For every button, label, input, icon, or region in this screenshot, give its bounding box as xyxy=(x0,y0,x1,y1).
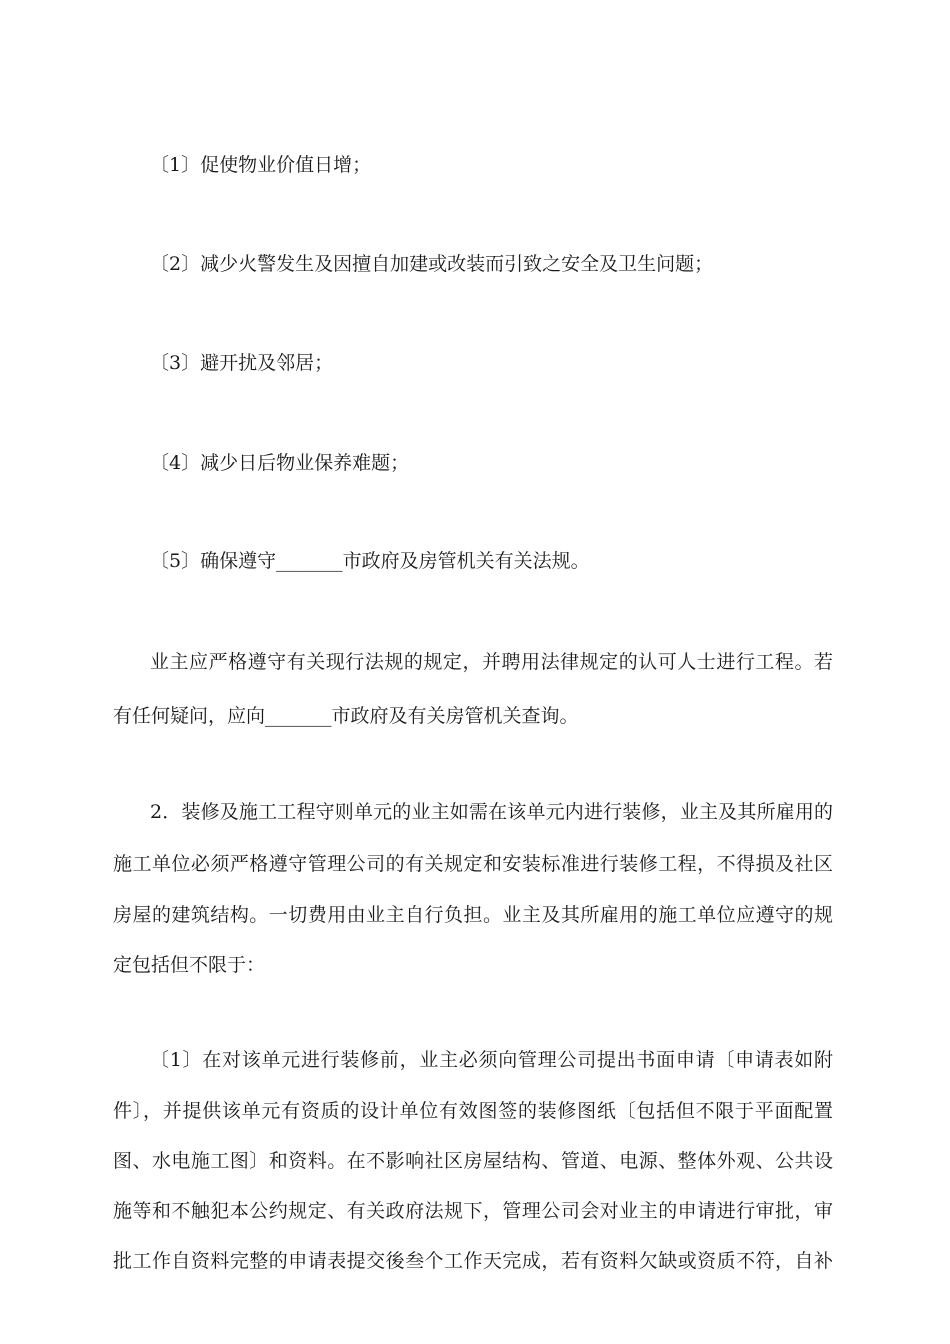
paragraph-1-line-2: 有任何疑问，应向_______市政府及有关房管机关查询。 xyxy=(113,705,579,727)
paragraph-3-line-5: 批工作自资料完整的申请表提交後叁个工作天完成，若有资料欠缺或资质不符，自补 xyxy=(113,1250,833,1272)
paragraph-3-line-3: 图、水电施工图〕和资料。在不影响社区房屋结构、管道、电源、整体外观、公共设 xyxy=(113,1150,833,1172)
list-item-1: 〔1〕促使物业价值日增； xyxy=(150,154,372,176)
paragraph-3-line-2: 件〕，并提供该单元有资质的设计单位有效图签的装修图纸〔包括但不限于平面配置 xyxy=(113,1100,833,1122)
paragraph-2-line-1: 2．装修及施工工程守则单元的业主如需在该单元内进行装修，业主及其所雇用的 xyxy=(150,801,833,823)
paragraph-2-line-2: 施工单位必须严格遵守管理公司的有关规定和安装标准进行装修工程，不得损及社区 xyxy=(113,853,833,875)
list-item-5: 〔5〕确保遵守_______市政府及房管机关有关法规。 xyxy=(150,550,590,572)
paragraph-2-line-4: 定包括但不限于： xyxy=(113,954,266,976)
paragraph-1-line-1: 业主应严格遵守有关现行法规的规定，并聘用法律规定的认可人士进行工程。若 xyxy=(150,651,833,673)
list-item-3: 〔3〕避开扰及邻居； xyxy=(150,352,334,374)
list-item-2: 〔2〕减少火警发生及因擅自加建或改装而引致之安全及卫生问题； xyxy=(150,253,714,275)
paragraph-3-line-1: 〔1〕在对该单元进行装修前，业主必须向管理公司提出书面申请〔申请表如附 xyxy=(150,1049,833,1071)
list-item-4: 〔4〕减少日后物业保养难题； xyxy=(150,452,410,474)
paragraph-2-line-3: 房屋的建筑结构。一切费用由业主自行负担。业主及其所雇用的施工单位应遵守的规 xyxy=(113,904,833,926)
paragraph-3-line-4: 施等和不触犯本公约规定、有关政府法规下，管理公司会对业主的申请进行审批，审 xyxy=(113,1200,833,1222)
